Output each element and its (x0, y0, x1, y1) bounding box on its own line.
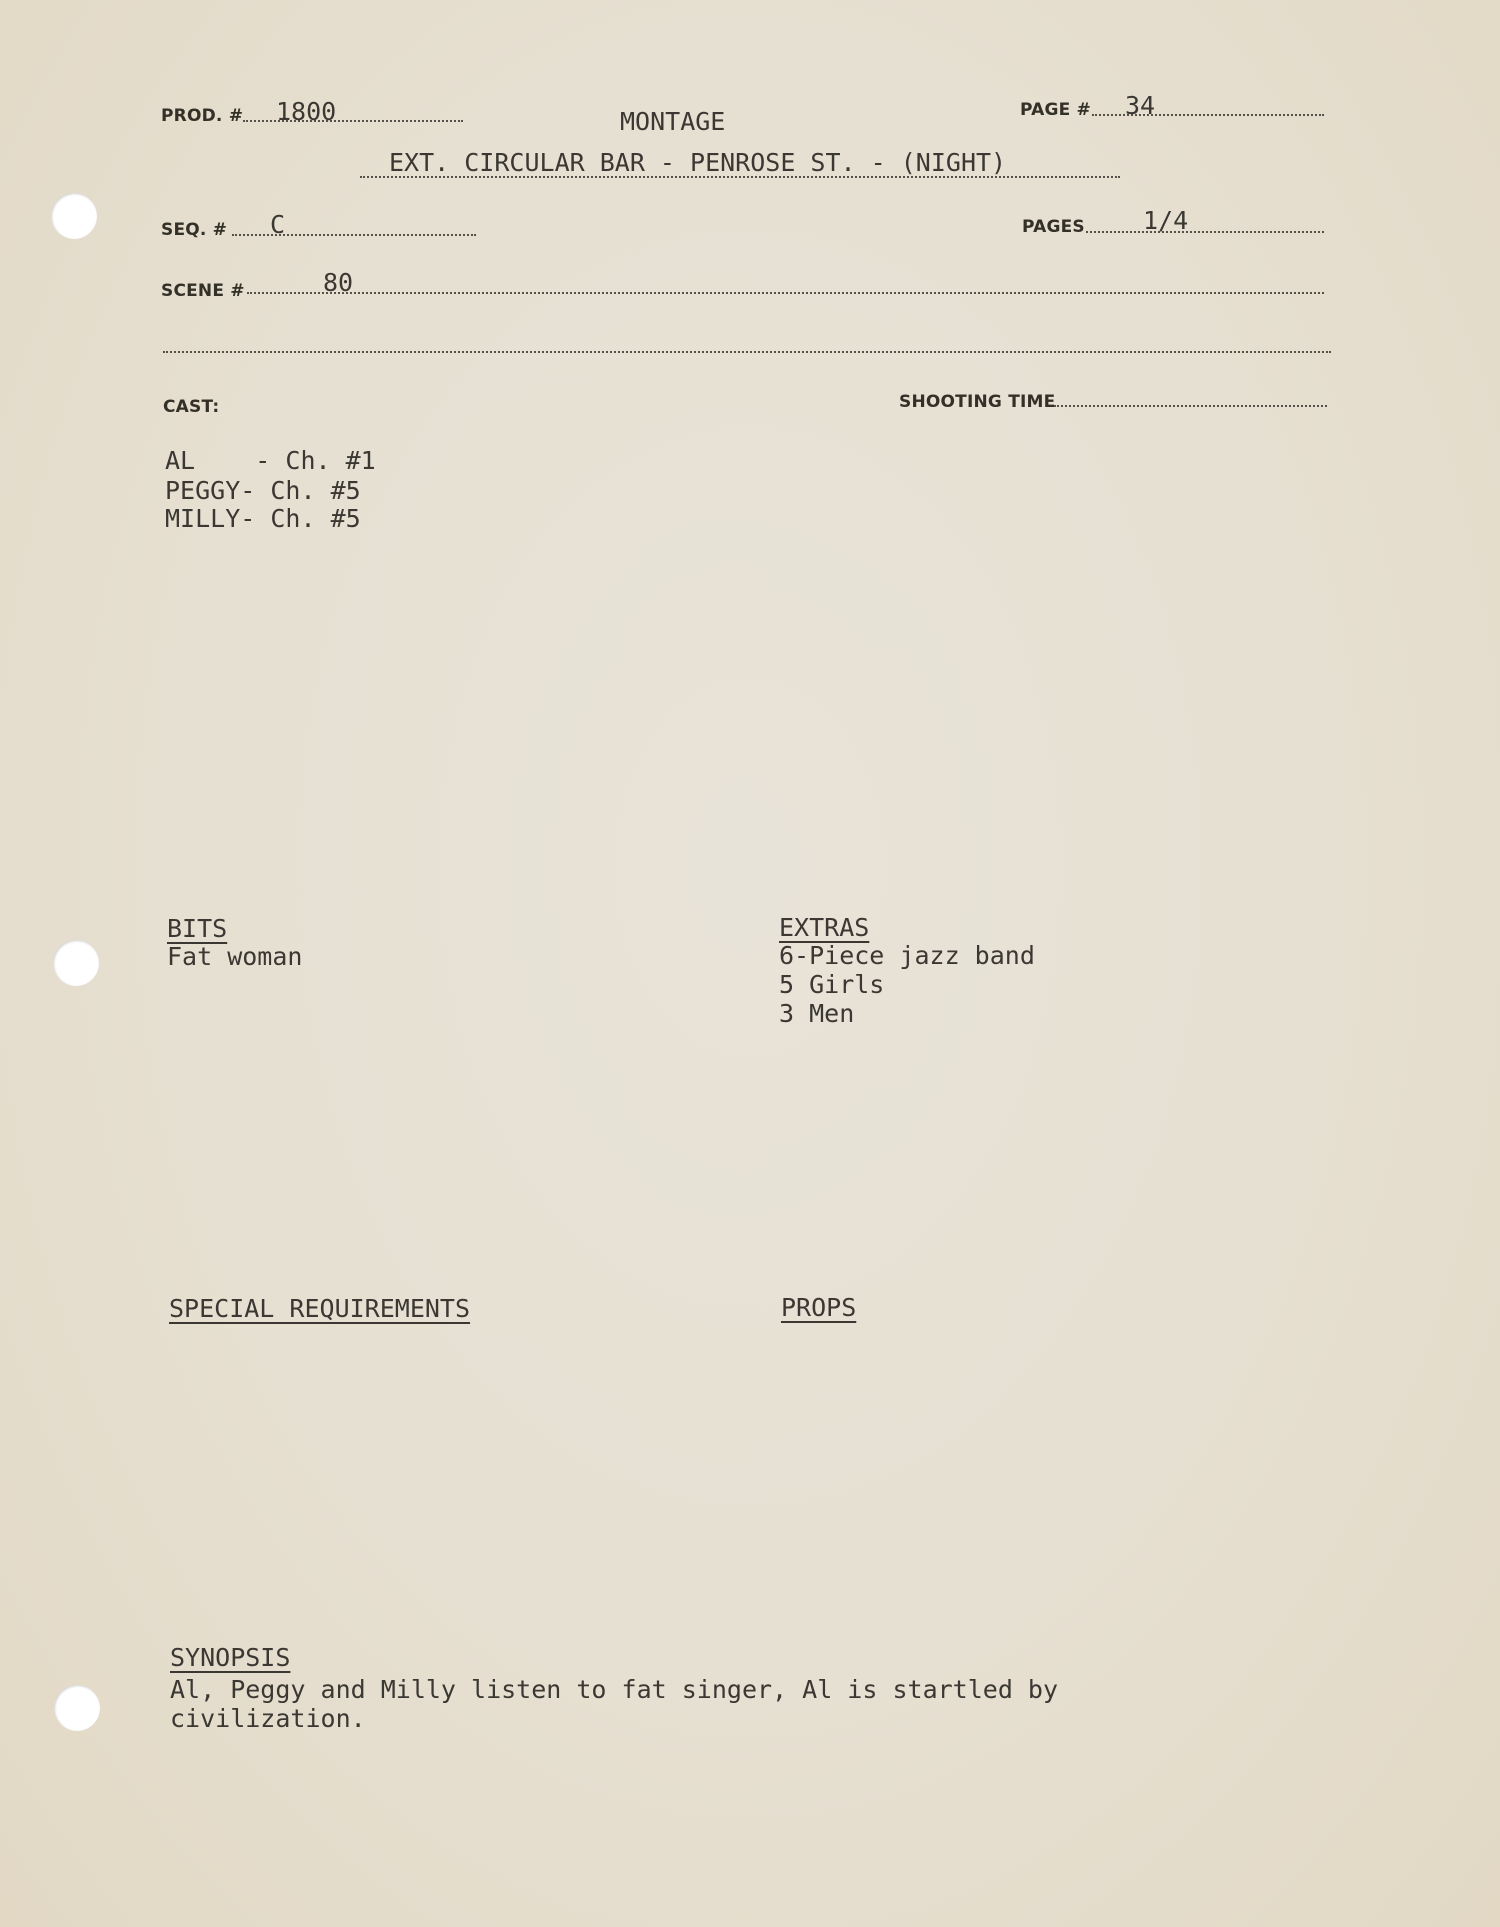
cast-label: CAST: (163, 397, 220, 417)
scene-label: SCENE # (161, 281, 245, 301)
pages-label: PAGES (1022, 217, 1085, 237)
page-value: 34 (1125, 91, 1156, 120)
prod-value: 1800 (276, 97, 337, 126)
synopsis-heading: SYNOPSIS (170, 1643, 291, 1672)
pages-value: 1/4 (1143, 206, 1189, 235)
seq-line (232, 234, 476, 236)
synopsis-line: Al, Peggy and Milly listen to fat singer, Al is startled by (170, 1675, 1059, 1704)
cast-entry: MILLY- Ch. #5 (165, 504, 361, 533)
seq-value: C (270, 210, 286, 239)
cast-entry: PEGGY- Ch. #5 (165, 476, 361, 505)
location-heading: EXT. CIRCULAR BAR - PENROSE ST. - (NIGHT) (389, 148, 1007, 177)
extras-heading: EXTRAS (779, 913, 870, 942)
shooting-time-label: SHOOTING TIME (899, 392, 1056, 412)
extras-item: 5 Girls (779, 970, 885, 999)
scene-line (247, 292, 1324, 294)
shooting-time-line (1054, 405, 1327, 407)
form-title: MONTAGE (620, 107, 726, 136)
punch-hole-bottom (54, 1685, 100, 1731)
seq-label: SEQ. # (161, 220, 228, 240)
extras-item: 3 Men (779, 999, 855, 1028)
special-requirements-heading: SPECIAL REQUIREMENTS (169, 1294, 471, 1323)
bits-heading: BITS (167, 914, 228, 943)
cast-entry: AL - Ch. #1 (165, 446, 376, 475)
punch-hole-top (51, 193, 97, 239)
extras-item: 6-Piece jazz band (779, 941, 1035, 970)
header-separator (163, 351, 1331, 353)
prod-label: PROD. # (161, 106, 244, 126)
bits-item: Fat woman (167, 942, 303, 971)
scene-value: 80 (323, 268, 354, 297)
page-label: PAGE # (1020, 100, 1091, 120)
synopsis-line: civilization. (170, 1704, 366, 1733)
props-heading: PROPS (781, 1293, 857, 1322)
pages-line (1086, 231, 1324, 233)
punch-hole-middle (53, 940, 99, 986)
location-line (360, 176, 1120, 178)
